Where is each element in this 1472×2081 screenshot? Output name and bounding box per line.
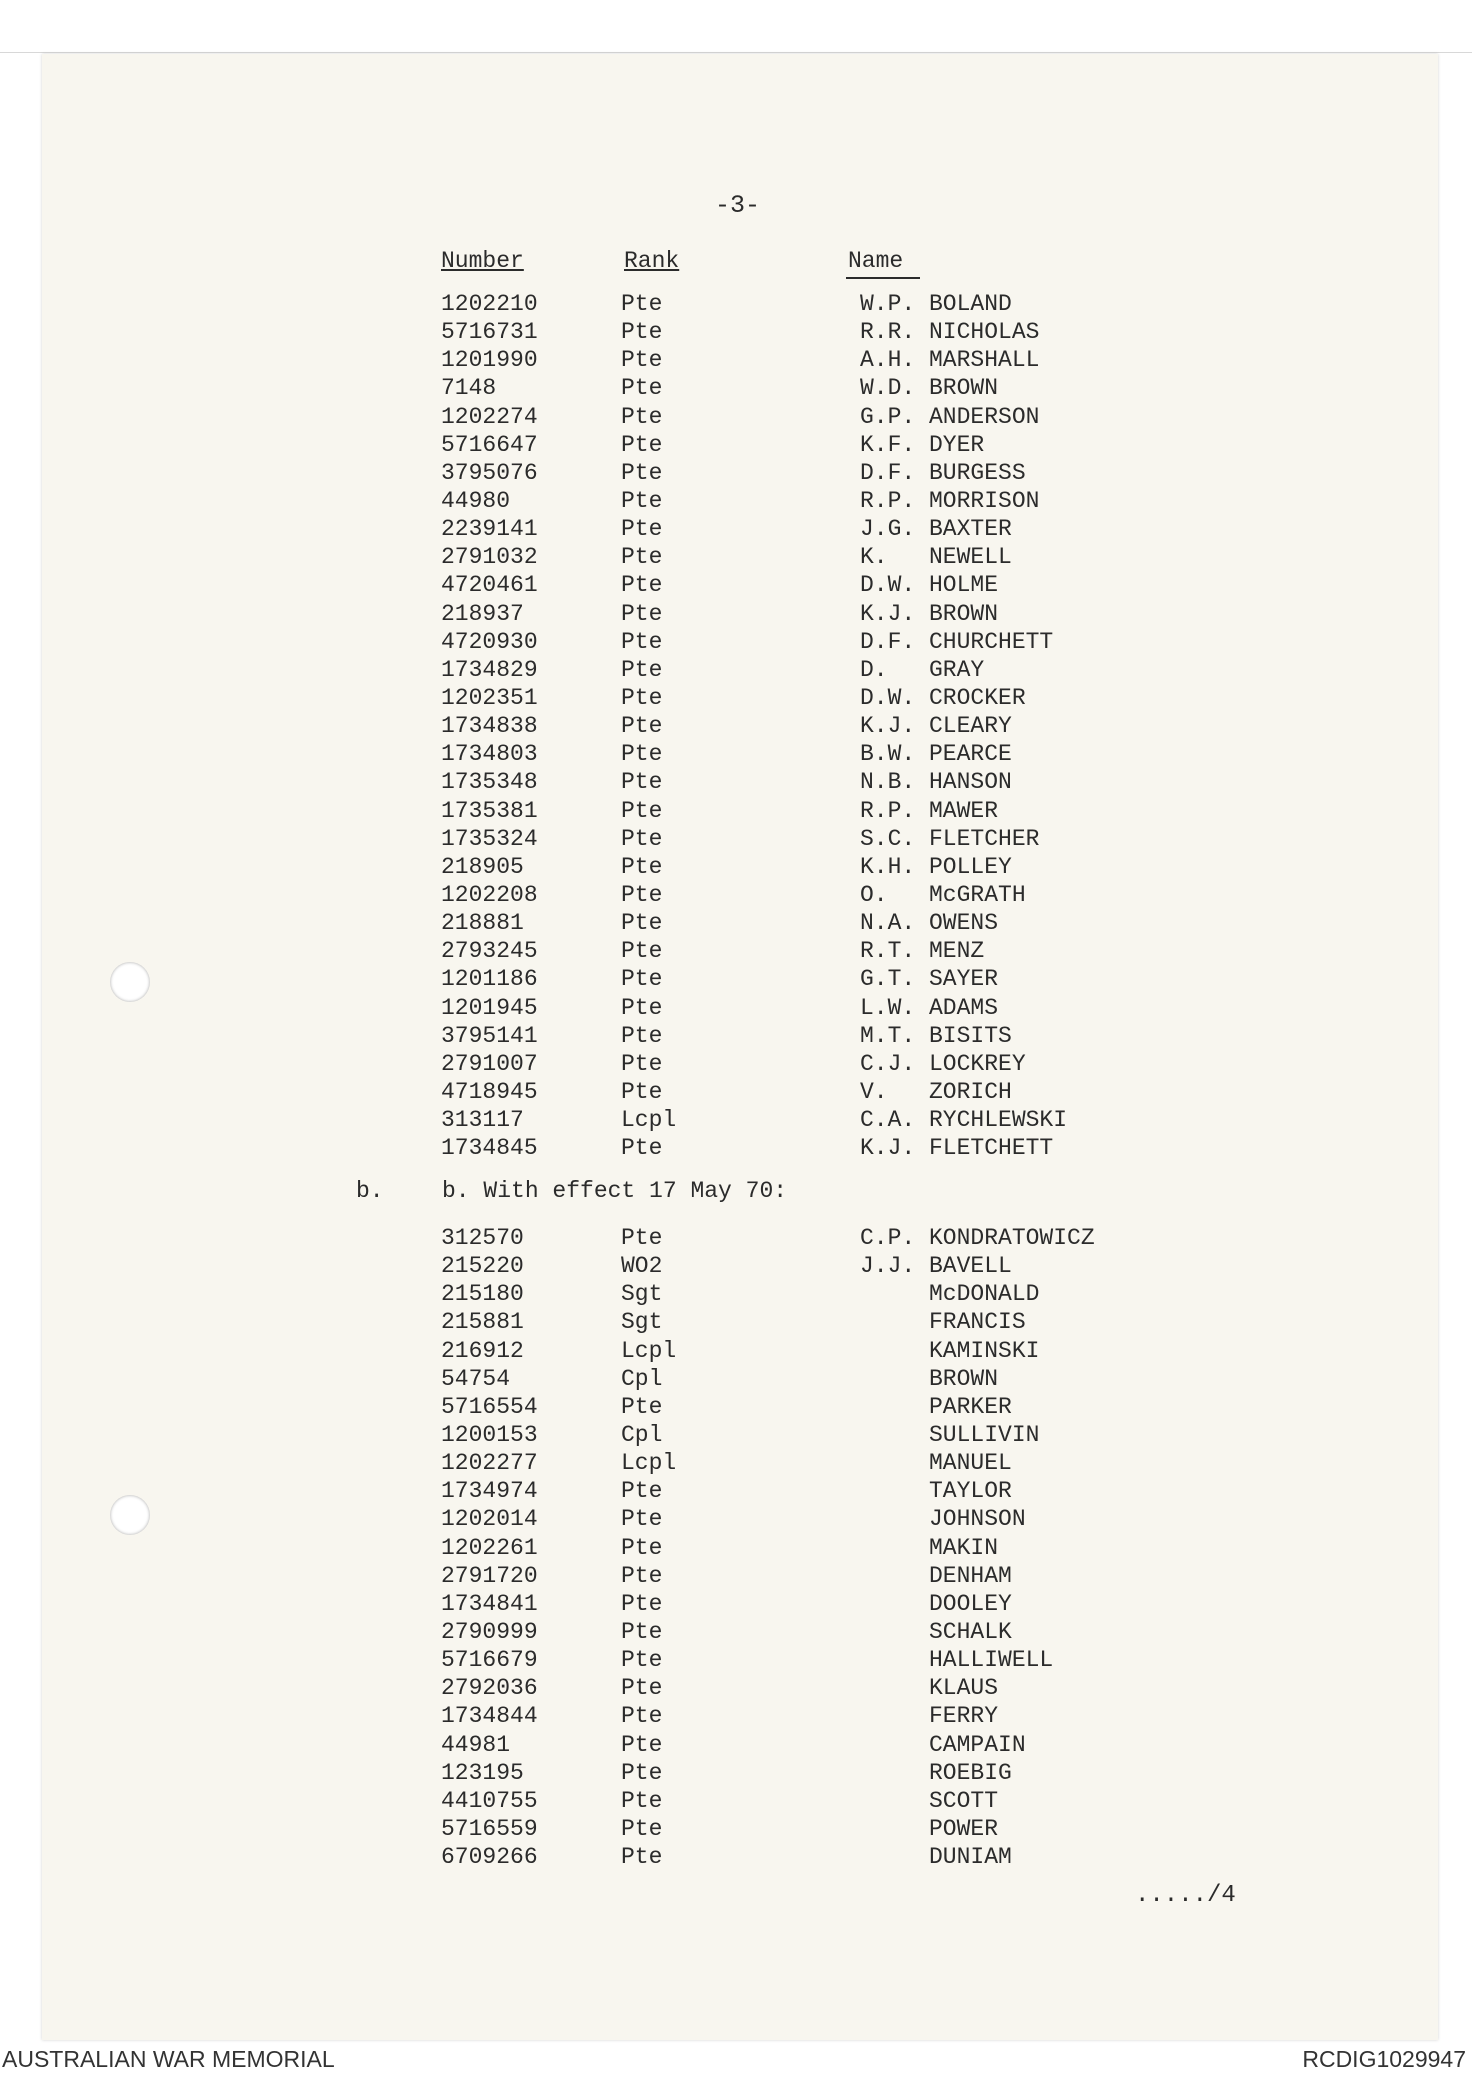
service-number: 215220 — [441, 1253, 524, 1280]
initials: K.H. — [860, 853, 916, 880]
personnel-row — [0, 1815, 1472, 1843]
initials: R.R. — [860, 319, 916, 346]
personnel-row — [0, 740, 1472, 768]
header-number: Number — [441, 248, 524, 274]
initials: K. — [860, 544, 888, 571]
initials: D. — [860, 656, 888, 683]
surname: MARSHALL — [929, 347, 1040, 374]
rank: Pte — [621, 1815, 663, 1842]
scan-edge-line — [0, 52, 1472, 53]
personnel-row — [0, 431, 1472, 459]
personnel-row — [0, 374, 1472, 402]
service-number: 2792036 — [441, 1675, 538, 1702]
service-number: 1735381 — [441, 797, 538, 824]
service-number: 3795076 — [441, 459, 538, 486]
rank: Pte — [621, 1675, 663, 1702]
surname: LOCKREY — [929, 1050, 1026, 1077]
surname: MAWER — [929, 797, 999, 824]
rank: Pte — [621, 1506, 663, 1533]
rank: Pte — [621, 403, 663, 430]
personnel-row — [0, 994, 1472, 1022]
service-number: 54754 — [441, 1365, 511, 1392]
rank: WO2 — [621, 1253, 663, 1280]
service-number: 1734841 — [441, 1590, 538, 1617]
rank: Pte — [621, 1647, 663, 1674]
rank: Pte — [621, 741, 663, 768]
page-number: -3- — [715, 191, 761, 220]
personnel-row — [0, 909, 1472, 937]
rank: Pte — [621, 881, 663, 908]
service-number: 216912 — [441, 1337, 524, 1364]
rank: Pte — [621, 1050, 663, 1077]
section-heading: b. With effect 17 May 70: — [442, 1178, 788, 1204]
rank: Lcpl — [621, 1107, 677, 1134]
initials: K.F. — [860, 431, 916, 458]
initials: S.C. — [860, 825, 916, 852]
surname: KONDRATOWICZ — [929, 1225, 1095, 1251]
surname: BROWN — [929, 1365, 999, 1392]
service-number: 218905 — [441, 853, 524, 880]
personnel-row — [0, 290, 1472, 318]
surname: MENZ — [929, 938, 985, 965]
personnel-row — [0, 853, 1472, 881]
surname: KLAUS — [929, 1675, 999, 1702]
rank: Pte — [621, 966, 663, 993]
rank: Cpl — [621, 1365, 663, 1392]
rank: Pte — [621, 572, 663, 599]
personnel-row — [0, 1562, 1472, 1590]
personnel-row — [0, 1618, 1472, 1646]
service-number: 6709266 — [441, 1844, 538, 1871]
service-number: 7148 — [441, 375, 497, 402]
initials: R.T. — [860, 938, 916, 965]
surname: KAMINSKI — [929, 1337, 1040, 1364]
rank: Pte — [621, 1135, 663, 1162]
personnel-list-a — [0, 290, 1472, 1162]
rank: Pte — [621, 1787, 663, 1814]
service-number: 218937 — [441, 600, 524, 627]
personnel-row — [0, 318, 1472, 346]
surname: FRANCIS — [929, 1309, 1026, 1336]
service-number: 44981 — [441, 1731, 511, 1758]
personnel-row — [0, 1731, 1472, 1759]
initials: M.T. — [860, 1022, 916, 1049]
personnel-row — [0, 1078, 1472, 1106]
section-letter: b. — [356, 1178, 384, 1204]
rank: Cpl — [621, 1421, 663, 1448]
service-number: 313117 — [441, 1107, 524, 1134]
personnel-row — [0, 1759, 1472, 1787]
footer-reference: RCDIG1029947 — [1302, 2046, 1466, 2072]
personnel-row — [0, 487, 1472, 515]
personnel-row — [0, 656, 1472, 684]
surname: SAYER — [929, 966, 999, 993]
initials: C.P. — [860, 1225, 916, 1251]
rank: Pte — [621, 319, 663, 346]
service-number: 1735324 — [441, 825, 538, 852]
surname: POLLEY — [929, 853, 1012, 880]
rank: Sgt — [621, 1281, 663, 1308]
surname: HANSON — [929, 769, 1012, 796]
service-number: 1734974 — [441, 1478, 538, 1505]
surname: RYCHLEWSKI — [929, 1107, 1068, 1134]
surname: BROWN — [929, 375, 999, 402]
service-number: 1201186 — [441, 966, 538, 993]
service-number: 1734803 — [441, 741, 538, 768]
rank: Pte — [621, 628, 663, 655]
personnel-row — [0, 1477, 1472, 1505]
surname: McGRATH — [929, 881, 1026, 908]
service-number: 215881 — [441, 1309, 524, 1336]
initials: N.B. — [860, 769, 916, 796]
rank: Pte — [621, 544, 663, 571]
header-name-underline — [846, 277, 920, 279]
service-number: 2791720 — [441, 1562, 538, 1589]
initials: J.G. — [860, 516, 916, 543]
surname: MANUEL — [929, 1450, 1012, 1477]
personnel-row — [0, 1022, 1472, 1050]
footer-source: AUSTRALIAN WAR MEMORIAL — [2, 2046, 335, 2072]
service-number: 1202210 — [441, 291, 538, 317]
service-number: 1200153 — [441, 1421, 538, 1448]
surname: SULLIVIN — [929, 1421, 1040, 1448]
rank: Pte — [621, 600, 663, 627]
service-number: 5716679 — [441, 1647, 538, 1674]
rank: Pte — [621, 769, 663, 796]
initials: R.P. — [860, 797, 916, 824]
rank: Pte — [621, 291, 663, 317]
service-number: 2791007 — [441, 1050, 538, 1077]
personnel-row — [0, 515, 1472, 543]
service-number: 312570 — [441, 1225, 524, 1251]
surname: TAYLOR — [929, 1478, 1012, 1505]
rank: Pte — [621, 1759, 663, 1786]
surname: BOLAND — [929, 291, 1012, 317]
surname: DENHAM — [929, 1562, 1012, 1589]
initials: C.J. — [860, 1050, 916, 1077]
surname: ROEBIG — [929, 1759, 1012, 1786]
initials: N.A. — [860, 910, 916, 937]
surname: CROCKER — [929, 684, 1026, 711]
rank: Pte — [621, 994, 663, 1021]
surname: SCHALK — [929, 1618, 1012, 1645]
surname: CLEARY — [929, 713, 1012, 740]
initials: R.P. — [860, 487, 916, 514]
continued-marker: ...../4 — [1135, 1882, 1236, 1909]
rank: Pte — [621, 1703, 663, 1730]
personnel-row — [0, 1252, 1472, 1280]
personnel-row — [0, 1449, 1472, 1477]
surname: BAXTER — [929, 516, 1012, 543]
rank: Pte — [621, 1562, 663, 1589]
header-rank: Rank — [624, 248, 680, 274]
initials: G.T. — [860, 966, 916, 993]
service-number: 1734838 — [441, 713, 538, 740]
rank: Sgt — [621, 1309, 663, 1336]
personnel-row — [0, 1224, 1472, 1252]
initials: O. — [860, 881, 888, 908]
rank: Lcpl — [621, 1450, 677, 1477]
service-number: 2790999 — [441, 1618, 538, 1645]
surname: PEARCE — [929, 741, 1012, 768]
surname: BURGESS — [929, 459, 1026, 486]
service-number: 44980 — [441, 487, 511, 514]
surname: GRAY — [929, 656, 985, 683]
rank: Pte — [621, 656, 663, 683]
personnel-row — [0, 937, 1472, 965]
service-number: 1734844 — [441, 1703, 538, 1730]
personnel-row — [0, 768, 1472, 796]
personnel-row — [0, 965, 1472, 993]
personnel-row — [0, 571, 1472, 599]
rank: Lcpl — [621, 1337, 677, 1364]
personnel-row — [0, 1534, 1472, 1562]
surname: OWENS — [929, 910, 999, 937]
personnel-row — [0, 600, 1472, 628]
personnel-row — [0, 1421, 1472, 1449]
service-number: 1202351 — [441, 684, 538, 711]
rank: Pte — [621, 347, 663, 374]
personnel-row — [0, 1646, 1472, 1674]
personnel-row — [0, 684, 1472, 712]
rank: Pte — [621, 1534, 663, 1561]
rank: Pte — [621, 853, 663, 880]
initials: D.W. — [860, 572, 916, 599]
service-number: 1202261 — [441, 1534, 538, 1561]
surname: DOOLEY — [929, 1590, 1012, 1617]
surname: BROWN — [929, 600, 999, 627]
rank: Pte — [621, 797, 663, 824]
service-number: 4718945 — [441, 1078, 538, 1105]
personnel-row — [0, 1050, 1472, 1078]
personnel-row — [0, 1505, 1472, 1533]
surname: DYER — [929, 431, 985, 458]
personnel-row — [0, 1702, 1472, 1730]
personnel-row — [0, 1674, 1472, 1702]
surname: NICHOLAS — [929, 319, 1040, 346]
surname: ZORICH — [929, 1078, 1012, 1105]
rank: Pte — [621, 1225, 663, 1251]
service-number: 1734845 — [441, 1135, 538, 1162]
initials: K.J. — [860, 1135, 916, 1162]
personnel-list-b — [0, 1224, 1472, 1871]
service-number: 5716559 — [441, 1815, 538, 1842]
personnel-row — [0, 1280, 1472, 1308]
initials: D.F. — [860, 459, 916, 486]
header-name: Name — [848, 248, 904, 274]
initials: D.F. — [860, 628, 916, 655]
surname: SCOTT — [929, 1787, 999, 1814]
personnel-row — [0, 1337, 1472, 1365]
initials: B.W. — [860, 741, 916, 768]
initials: D.W. — [860, 684, 916, 711]
personnel-row — [0, 1393, 1472, 1421]
rank: Pte — [621, 825, 663, 852]
rank: Pte — [621, 1731, 663, 1758]
rank: Pte — [621, 1078, 663, 1105]
service-number: 215180 — [441, 1281, 524, 1308]
service-number: 4720461 — [441, 572, 538, 599]
personnel-row — [0, 628, 1472, 656]
personnel-row — [0, 346, 1472, 374]
personnel-row — [0, 543, 1472, 571]
rank: Pte — [621, 1478, 663, 1505]
initials: K.J. — [860, 713, 916, 740]
initials: L.W. — [860, 994, 916, 1021]
surname: BAVELL — [929, 1253, 1012, 1280]
surname: CHURCHETT — [929, 628, 1054, 655]
service-number: 2239141 — [441, 516, 538, 543]
rank: Pte — [621, 938, 663, 965]
service-number: 1201990 — [441, 347, 538, 374]
initials: W.P. — [860, 291, 916, 317]
rank: Pte — [621, 516, 663, 543]
surname: PARKER — [929, 1393, 1012, 1420]
personnel-row — [0, 1787, 1472, 1815]
personnel-row — [0, 1106, 1472, 1134]
rank: Pte — [621, 1022, 663, 1049]
initials: W.D. — [860, 375, 916, 402]
service-number: 5716731 — [441, 319, 538, 346]
service-number: 2793245 — [441, 938, 538, 965]
personnel-row — [0, 1308, 1472, 1336]
service-number: 1201945 — [441, 994, 538, 1021]
rank: Pte — [621, 1844, 663, 1871]
service-number: 5716647 — [441, 431, 538, 458]
service-number: 1202277 — [441, 1450, 538, 1477]
surname: McDONALD — [929, 1281, 1040, 1308]
rank: Pte — [621, 1590, 663, 1617]
rank: Pte — [621, 487, 663, 514]
personnel-row — [0, 825, 1472, 853]
surname: FLETCHETT — [929, 1135, 1054, 1162]
surname: NEWELL — [929, 544, 1012, 571]
service-number: 123195 — [441, 1759, 524, 1786]
service-number: 218881 — [441, 910, 524, 937]
service-number: 4720930 — [441, 628, 538, 655]
service-number: 2791032 — [441, 544, 538, 571]
personnel-row — [0, 712, 1472, 740]
surname: ANDERSON — [929, 403, 1040, 430]
initials: J.J. — [860, 1253, 916, 1280]
initials: V. — [860, 1078, 888, 1105]
personnel-row — [0, 797, 1472, 825]
surname: DUNIAM — [929, 1844, 1012, 1871]
surname: HOLME — [929, 572, 999, 599]
personnel-row — [0, 403, 1472, 431]
initials: G.P. — [860, 403, 916, 430]
surname: JOHNSON — [929, 1506, 1026, 1533]
rank: Pte — [621, 375, 663, 402]
surname: HALLIWELL — [929, 1647, 1054, 1674]
initials: A.H. — [860, 347, 916, 374]
service-number: 4410755 — [441, 1787, 538, 1814]
surname: FLETCHER — [929, 825, 1040, 852]
personnel-row — [0, 1365, 1472, 1393]
personnel-row — [0, 1843, 1472, 1871]
surname: CAMPAIN — [929, 1731, 1026, 1758]
service-number: 1202014 — [441, 1506, 538, 1533]
surname: POWER — [929, 1815, 999, 1842]
initials: K.J. — [860, 600, 916, 627]
service-number: 1735348 — [441, 769, 538, 796]
surname: ADAMS — [929, 994, 999, 1021]
rank: Pte — [621, 684, 663, 711]
rank: Pte — [621, 1618, 663, 1645]
rank: Pte — [621, 713, 663, 740]
personnel-row — [0, 881, 1472, 909]
service-number: 5716554 — [441, 1393, 538, 1420]
personnel-row — [0, 1134, 1472, 1162]
personnel-row — [0, 459, 1472, 487]
rank: Pte — [621, 431, 663, 458]
surname: MAKIN — [929, 1534, 999, 1561]
rank: Pte — [621, 459, 663, 486]
initials: C.A. — [860, 1107, 916, 1134]
surname: MORRISON — [929, 487, 1040, 514]
service-number: 1202274 — [441, 403, 538, 430]
surname: BISITS — [929, 1022, 1012, 1049]
service-number: 1734829 — [441, 656, 538, 683]
personnel-row — [0, 1590, 1472, 1618]
service-number: 3795141 — [441, 1022, 538, 1049]
rank: Pte — [621, 1393, 663, 1420]
rank: Pte — [621, 910, 663, 937]
service-number: 1202208 — [441, 881, 538, 908]
surname: FERRY — [929, 1703, 999, 1730]
